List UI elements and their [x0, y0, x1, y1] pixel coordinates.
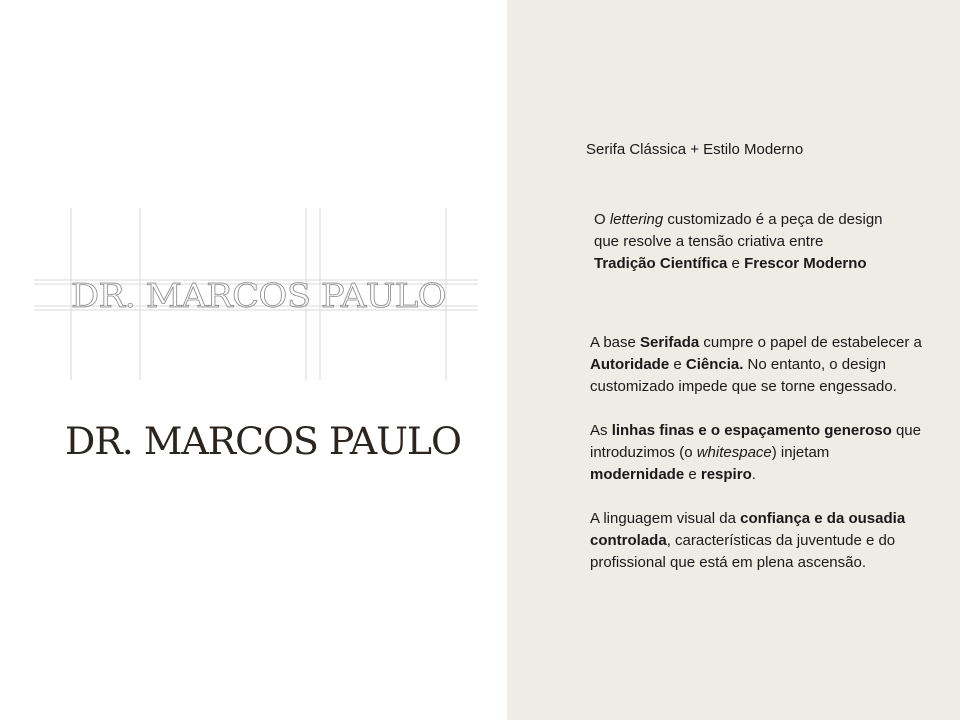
paragraph-visual-language	[590, 508, 925, 574]
text-span: e	[727, 255, 745, 272]
text-bold: modernidade	[590, 466, 685, 483]
text-bold: confiança e da ousadia controlada	[590, 510, 906, 549]
text-span: A base	[590, 334, 641, 351]
section-subtitle: Serifa Clássica + Estilo Moderno	[586, 141, 804, 158]
text-span: e	[669, 356, 686, 373]
text-italic: lettering	[609, 211, 664, 228]
logo-outline-text: DR. MARCOS PAULO	[71, 276, 447, 315]
text-bold: Frescor Moderno	[744, 255, 867, 272]
text-span: e	[684, 466, 701, 483]
paragraph-group	[590, 332, 925, 574]
paragraph-gap	[590, 486, 925, 508]
text-italic: whitespace	[696, 444, 772, 461]
paragraph-lettering	[594, 209, 884, 275]
text-bold: respiro	[700, 466, 752, 483]
text-span: que introduzimos (o	[590, 422, 921, 461]
paragraph-serif-base	[590, 332, 925, 398]
text-bold: Ciência.	[685, 356, 744, 373]
text-span: cumpre o papel de estabelecer a	[699, 334, 922, 351]
text-span: O	[594, 211, 610, 228]
text-span: A linguagem visual da	[590, 510, 741, 527]
text-span: .	[751, 466, 756, 483]
text-bold: Tradição Científica	[594, 255, 728, 272]
text-span: , características da juventude e do profissional que está em plena ascensão.	[590, 532, 896, 571]
text-bold: Autoridade	[590, 356, 670, 373]
paragraph-gap	[590, 398, 925, 420]
text-bold: linhas finas e o espaçamento generoso	[611, 422, 892, 439]
logo-wordmark-text: DR. MARCOS PAULO	[65, 420, 461, 462]
text-span: ) injetam	[771, 444, 830, 461]
text-span: No entanto, o design customizado impede que se torne engessado.	[590, 356, 897, 395]
paragraph-thin-lines	[590, 420, 925, 486]
logo-wordmark	[65, 418, 465, 471]
text-span: customizado é a peça de design que resolve a tensão criativa entre	[594, 211, 883, 250]
text-bold: Serifada	[640, 334, 700, 351]
text-span: As	[590, 422, 612, 439]
logo-wordmark-svg	[65, 418, 465, 462]
